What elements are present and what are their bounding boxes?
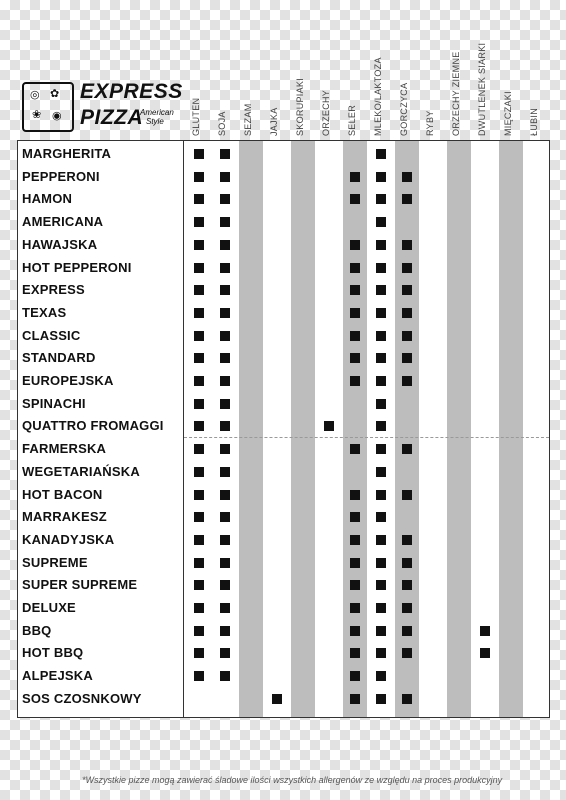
allergen-mark — [402, 490, 412, 500]
allergen-mark — [194, 490, 204, 500]
allergen-mark — [402, 240, 412, 250]
allergen-mark — [194, 217, 204, 227]
allergen-mark — [402, 172, 412, 182]
allergen-mark — [220, 603, 230, 613]
pizza-name-hamon: HAMON — [22, 191, 73, 207]
pizza-name-deluxe: DELUXE — [22, 600, 76, 615]
pizza-name-marrakesz: MARRAKESZ — [22, 509, 107, 525]
allergen-mark — [376, 331, 386, 341]
allergen-mark — [220, 217, 230, 227]
allergen-mark — [350, 285, 360, 295]
column-stripe — [447, 141, 471, 717]
column-stripe — [239, 141, 263, 717]
pizza-name-hot-bbq: HOT BBQ — [22, 645, 84, 661]
allergen-mark — [376, 263, 386, 273]
pizza-name-europejska: EUROPEJSKA — [22, 373, 114, 388]
pizza-name-texas: TEXAS — [22, 304, 67, 320]
column-stripe — [499, 141, 523, 717]
allergen-mark — [376, 648, 386, 658]
pizza-name-hawajska: HAWAJSKA — [22, 236, 98, 252]
allergen-mark — [220, 444, 230, 454]
logo-subtitle — [140, 108, 174, 126]
pizza-name-americana: AMERICANA — [22, 214, 104, 230]
pizza-box-icon: ◎ ✿ ❀ ◉ — [22, 82, 74, 132]
allergen-mark — [402, 331, 412, 341]
allergen-mark — [194, 308, 204, 318]
allergen-mark — [350, 240, 360, 250]
allergen-mark — [402, 580, 412, 590]
allergen-mark — [194, 353, 204, 363]
allergen-mark — [350, 694, 360, 704]
allergen-mark — [220, 467, 230, 477]
allergen-mark — [220, 376, 230, 386]
allergen-mark — [194, 421, 204, 431]
column-header-seler: SELER — [347, 104, 357, 136]
allergen-mark — [350, 331, 360, 341]
allergen-mark — [376, 490, 386, 500]
allergen-mark — [324, 421, 334, 431]
logo-line-express: EXPRESS — [80, 80, 183, 103]
allergen-mark — [194, 285, 204, 295]
allergen-mark — [402, 376, 412, 386]
allergen-mark — [350, 263, 360, 273]
allergen-mark — [376, 558, 386, 568]
allergen-mark — [272, 694, 282, 704]
allergen-mark — [194, 580, 204, 590]
allergen-mark — [194, 263, 204, 273]
allergen-mark — [402, 285, 412, 295]
allergen-mark — [350, 490, 360, 500]
allergen-mark — [350, 535, 360, 545]
allergen-mark — [376, 308, 386, 318]
allergen-mark — [350, 444, 360, 454]
pizza-name-standard: STANDARD — [22, 350, 96, 366]
allergen-mark — [376, 671, 386, 681]
column-header-mieczaki: MIĘCZAKI — [503, 91, 513, 136]
pizza-name-supreme: SUPREME — [22, 554, 88, 570]
allergen-mark — [194, 603, 204, 613]
column-header-orzechy-ziemne: ORZECHY ZIEMNE — [451, 51, 461, 136]
logo-subtitle-line2: Style — [146, 117, 164, 126]
pizza-name-express: EXPRESS — [22, 282, 85, 298]
allergen-mark — [220, 535, 230, 545]
allergen-mark — [376, 535, 386, 545]
allergen-mark — [220, 285, 230, 295]
column-header-soja: SOJA — [217, 111, 227, 136]
allergen-mark — [194, 671, 204, 681]
allergen-mark — [480, 648, 490, 658]
pizza-name-wegetarianska: WEGETARIAŃSKA — [22, 463, 140, 479]
allergen-mark — [194, 512, 204, 522]
allergen-mark — [220, 399, 230, 409]
allergen-mark — [350, 376, 360, 386]
allergen-mark — [350, 603, 360, 613]
allergen-mark — [220, 558, 230, 568]
column-header-jajka: JAJKA — [269, 107, 279, 136]
pizza-name-hot-bacon: HOT BACON — [22, 486, 103, 502]
allergen-mark — [376, 149, 386, 159]
allergen-mark — [194, 149, 204, 159]
dashed-divider — [184, 437, 549, 438]
pizza-name-super-supreme: SUPER SUPREME — [22, 577, 138, 593]
allergen-mark — [194, 194, 204, 204]
allergen-mark — [350, 626, 360, 636]
pizza-name-quattro-fromaggi: QUATTRO FROMAGGI — [22, 418, 164, 434]
allergen-mark — [402, 194, 412, 204]
allergen-mark — [194, 648, 204, 658]
allergen-mark — [220, 648, 230, 658]
pizza-name-kanadyjska: KANADYJSKA — [22, 531, 115, 547]
allergen-mark — [402, 558, 412, 568]
allergen-mark — [350, 671, 360, 681]
allergen-mark — [376, 694, 386, 704]
allergen-mark — [402, 626, 412, 636]
allergen-mark — [376, 376, 386, 386]
allergen-mark — [220, 512, 230, 522]
allergen-mark — [350, 512, 360, 522]
allergen-mark — [376, 217, 386, 227]
pizza-name-margherita: MARGHERITA — [22, 146, 112, 161]
column-header-dwutlenek-siarki: DWUTLENEK SIARKI — [477, 42, 487, 136]
pizza-name-sos-czosnkowy: SOS CZOSNKOWY — [22, 690, 142, 706]
allergen-mark — [402, 535, 412, 545]
allergen-mark — [220, 671, 230, 681]
pizza-name-pepperoni: PEPPERONI — [22, 168, 100, 184]
allergen-mark — [376, 172, 386, 182]
allergen-mark — [350, 308, 360, 318]
allergen-mark — [220, 263, 230, 273]
pizza-name-classic: CLASSIC — [22, 327, 81, 343]
allergen-mark — [220, 353, 230, 363]
column-header-gorczyca: GORCZYCA — [399, 82, 409, 136]
allergen-mark — [376, 240, 386, 250]
column-stripe — [291, 141, 315, 717]
allergen-mark — [220, 149, 230, 159]
allergen-mark — [402, 263, 412, 273]
allergen-mark — [220, 194, 230, 204]
logo-subtitle-line1: American — [140, 108, 174, 117]
allergen-mark — [402, 308, 412, 318]
express-pizza-logo — [22, 80, 184, 134]
allergen-mark — [350, 558, 360, 568]
pizza-name-hot-pepperoni: HOT PEPPERONI — [22, 259, 132, 275]
allergen-mark — [376, 512, 386, 522]
column-header-orzechy: ORZECHY — [321, 89, 331, 136]
allergen-mark — [220, 331, 230, 341]
allergen-mark — [194, 467, 204, 477]
allergen-mark — [220, 626, 230, 636]
column-header-sezam: SEZAM — [243, 103, 253, 136]
allergen-mark — [376, 285, 386, 295]
allergen-mark — [194, 444, 204, 454]
allergen-mark — [220, 421, 230, 431]
allergen-mark — [194, 376, 204, 386]
allergen-mark — [402, 694, 412, 704]
allergen-mark — [376, 421, 386, 431]
allergen-mark — [350, 353, 360, 363]
allergen-mark — [402, 444, 412, 454]
allergen-mark — [376, 194, 386, 204]
allergen-mark — [220, 308, 230, 318]
column-header-gluten: GLUTEN — [191, 97, 201, 136]
allergen-mark — [402, 603, 412, 613]
allergen-mark — [350, 172, 360, 182]
allergen-mark — [194, 172, 204, 182]
footnote: *Wszystkie pizze mogą zawierać śladowe ilości wszystkich allergenów ze względu na proces produkcyjny — [82, 775, 503, 785]
allergen-mark — [350, 194, 360, 204]
allergen-mark — [220, 580, 230, 590]
pizza-name-farmerska: FARMERSKA — [22, 441, 107, 457]
allergen-mark — [376, 580, 386, 590]
allergen-mark — [194, 535, 204, 545]
allergen-mark — [376, 353, 386, 363]
logo-line-pizza: PIZZA — [80, 106, 144, 129]
allergen-mark — [220, 240, 230, 250]
column-header-mleko-laktoza: MLEKO/LAKTOZA — [373, 57, 383, 136]
column-header-ryby: RYBY — [425, 110, 435, 136]
allergen-mark — [220, 172, 230, 182]
column-header-skorupiaki: SKORUPIAKI — [295, 77, 305, 136]
allergen-mark — [480, 626, 490, 636]
allergen-mark — [376, 444, 386, 454]
pizza-name-bbq: BBQ — [22, 622, 52, 638]
allergen-mark — [194, 240, 204, 250]
allergen-mark — [376, 626, 386, 636]
allergen-mark — [402, 648, 412, 658]
pizza-name-spinachi: SPINACHI — [22, 395, 86, 411]
allergen-mark — [194, 399, 204, 409]
allergen-mark — [350, 580, 360, 590]
allergen-mark — [376, 603, 386, 613]
column-header-ubin: ŁUBIN — [529, 107, 539, 136]
allergen-mark — [220, 490, 230, 500]
allergen-mark — [350, 648, 360, 658]
allergen-mark — [376, 399, 386, 409]
allergen-mark — [194, 626, 204, 636]
allergen-mark — [376, 467, 386, 477]
allergen-mark — [194, 331, 204, 341]
allergen-mark — [194, 558, 204, 568]
allergen-mark — [402, 353, 412, 363]
allergen-table — [17, 140, 550, 718]
pizza-name-alpejska: ALPEJSKA — [22, 668, 93, 684]
